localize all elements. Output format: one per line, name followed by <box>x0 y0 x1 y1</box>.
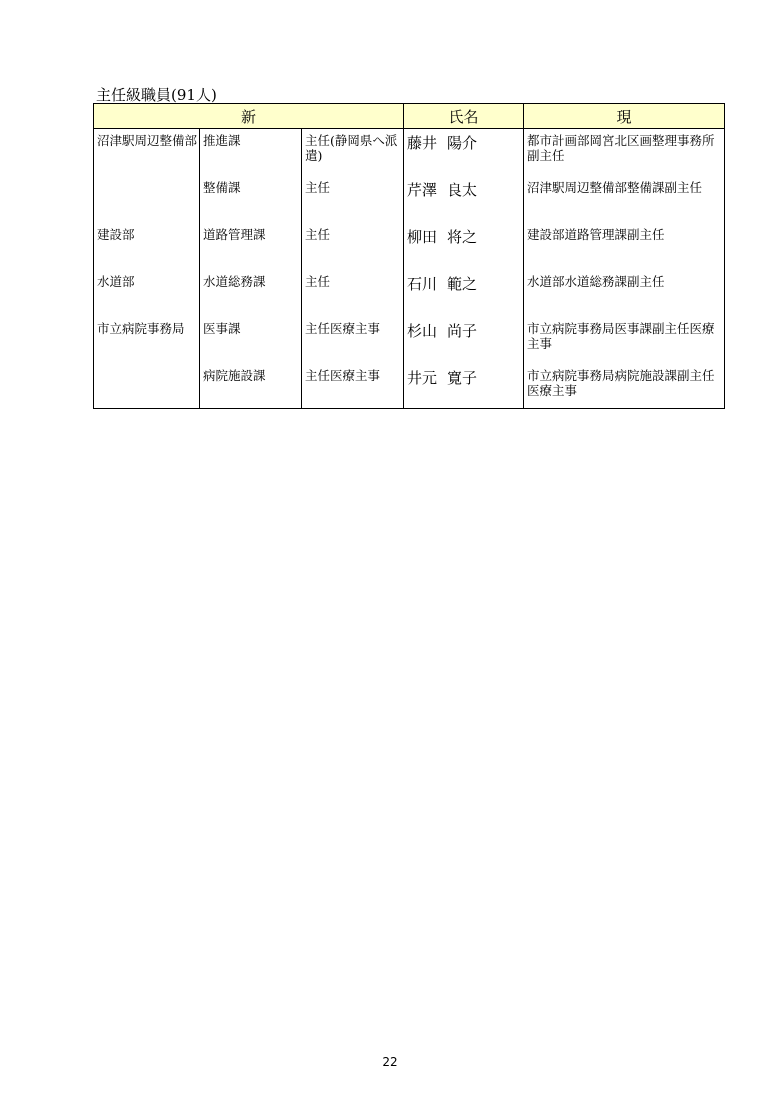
current-text: 水道部水道総務課副主任 <box>527 273 665 289</box>
section-text: 整備課 <box>203 179 241 195</box>
current-cell <box>524 317 725 364</box>
section-cell <box>200 176 302 223</box>
surname: 井元 <box>407 368 438 387</box>
name-cell <box>404 364 524 409</box>
name-cell <box>404 129 524 176</box>
person-name <box>404 364 523 387</box>
position-cell <box>302 364 404 409</box>
position-text: 主任 <box>305 179 331 195</box>
dept-cell <box>94 223 200 270</box>
header-name: 氏名 <box>404 104 524 129</box>
name-cell <box>404 270 524 317</box>
section-cell <box>200 364 302 409</box>
section-cell <box>200 270 302 317</box>
position-text: 主任(静岡県へ派遣) <box>305 133 398 163</box>
current-cell <box>524 223 725 270</box>
given-name: 将之 <box>447 227 478 246</box>
surname: 杉山 <box>407 321 438 340</box>
table-row <box>94 270 725 317</box>
dept-cell <box>94 176 200 223</box>
position-text: 主任医療主事 <box>305 320 381 336</box>
dept-text: 沼津駅周辺整備部 <box>97 133 198 148</box>
current-cell <box>524 176 725 223</box>
table-row <box>94 129 725 176</box>
section-text: 道路管理課 <box>203 226 266 242</box>
position-text: 主任医療主事 <box>305 367 381 383</box>
section-text: 病院施設課 <box>203 367 266 383</box>
current-cell <box>524 270 725 317</box>
current-text: 市立病院事務局医事課副主任医療主事 <box>527 320 715 351</box>
surname: 石川 <box>407 274 438 293</box>
name-cell <box>404 317 524 364</box>
section-cell <box>200 317 302 364</box>
given-name: 寛子 <box>447 368 478 387</box>
person-name <box>404 223 523 246</box>
table-header-row <box>94 104 725 129</box>
header-current: 現 <box>524 104 725 129</box>
surname: 柳田 <box>407 227 438 246</box>
section-text: 医事課 <box>203 320 241 336</box>
position-text: 主任 <box>305 226 331 242</box>
given-name: 尚子 <box>447 321 478 340</box>
given-name: 陽介 <box>447 134 478 152</box>
current-text: 都市計画部岡宮北区画整理事務所副主任 <box>527 133 715 163</box>
current-cell <box>524 364 725 409</box>
dept-cell <box>94 129 200 176</box>
person-name <box>404 317 523 340</box>
person-name <box>404 129 523 152</box>
section-text: 水道総務課 <box>203 273 266 289</box>
section-cell <box>200 129 302 176</box>
surname: 藤井 <box>407 134 438 152</box>
name-cell <box>404 223 524 270</box>
dept-text <box>94 364 199 368</box>
header-new: 新 <box>94 104 404 129</box>
position-text: 主任 <box>305 273 331 289</box>
position-cell <box>302 270 404 317</box>
name-cell <box>404 176 524 223</box>
given-name: 良太 <box>447 180 478 199</box>
dept-text: 建設部 <box>97 226 135 242</box>
dept-cell <box>94 270 200 317</box>
dept-text: 市立病院事務局 <box>97 320 185 336</box>
current-text: 建設部道路管理課副主任 <box>527 226 665 242</box>
section-cell <box>200 223 302 270</box>
table-row <box>94 176 725 223</box>
current-text: 市立病院事務局病院施設課副主任医療主事 <box>527 367 715 398</box>
current-cell <box>524 129 725 176</box>
personnel-table <box>93 103 725 409</box>
position-cell <box>302 317 404 364</box>
page-number: 22 <box>382 1055 398 1069</box>
section-text: 推進課 <box>203 133 241 148</box>
dept-text <box>94 176 199 180</box>
dept-text: 水道部 <box>97 273 135 289</box>
current-text: 沼津駅周辺整備部整備課副主任 <box>527 179 703 195</box>
table-row <box>94 364 725 409</box>
table-row <box>94 223 725 270</box>
surname: 芹澤 <box>407 180 438 199</box>
person-name <box>404 270 523 293</box>
position-cell <box>302 176 404 223</box>
dept-cell <box>94 317 200 364</box>
dept-cell <box>94 364 200 409</box>
table-row <box>94 317 725 364</box>
position-cell <box>302 129 404 176</box>
section-title: 主任級職員(91人) <box>96 86 217 104</box>
person-name <box>404 176 523 199</box>
given-name: 範之 <box>447 274 478 293</box>
position-cell <box>302 223 404 270</box>
